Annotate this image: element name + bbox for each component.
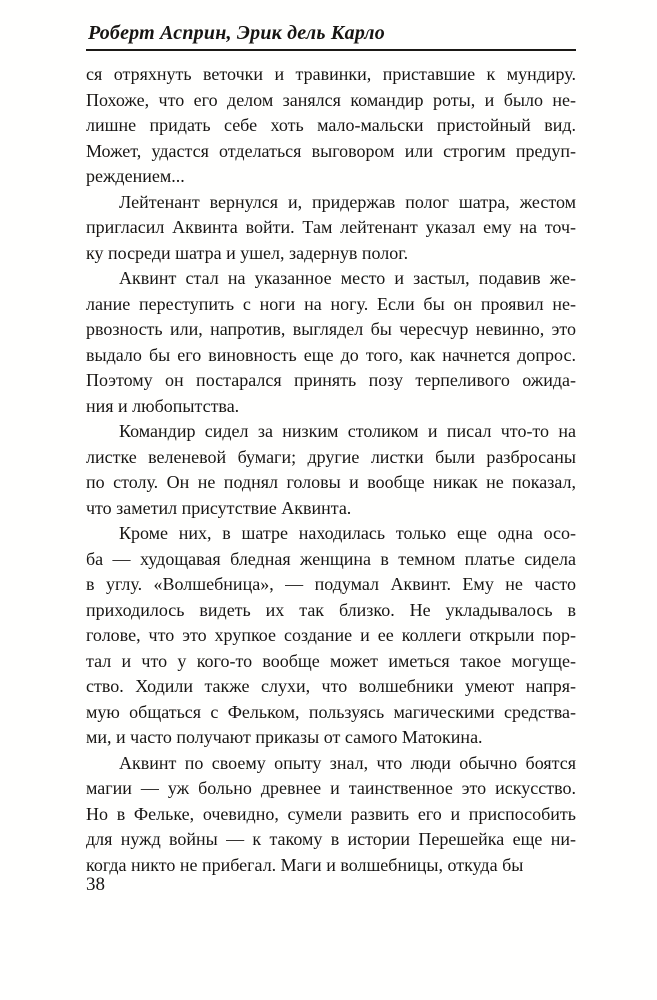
text-line: когда никто не прибегал. Маги и волшебницы, откуда бы	[86, 854, 524, 875]
text-line: по столу. Он не поднял головы и вообще никак не показал,	[86, 472, 576, 492]
text-line: Лейтенант вернулся и, придержав полог шатра, жестом	[119, 191, 576, 212]
running-header-authors: Роберт Асприн, Эрик дель Карло	[88, 22, 385, 44]
text-line: Аквинт стал на указанное место и застыл, подавив же-	[119, 268, 576, 288]
text-block	[86, 21, 576, 878]
paragraph	[86, 266, 576, 419]
body-text	[86, 62, 576, 878]
text-line: Аквинт по своему опыту знал, что люди обычно боятся	[119, 752, 576, 773]
text-line: Похоже, что его делом занялся командир роты, и было не-	[86, 89, 576, 110]
text-line: голове, что это хрупкое создание и ее коллеги открыли пор-	[86, 625, 576, 645]
text-line: приходилось видеть их так близко. Не укладывалось в	[86, 599, 576, 620]
text-line: ба — худощавая бледная женщина в темном платье сидела	[86, 548, 576, 569]
text-line: Но в Фельке, очевидно, сумели развить его и приспособить	[86, 803, 576, 824]
text-line: Поэтому он постарался принять позу терпеливого ожида-	[86, 370, 576, 390]
text-line: ся отряхнуть веточки и травинки, приставшие к мундиру.	[86, 64, 576, 84]
paragraph	[86, 419, 576, 521]
text-line: ку посреди шатра и ушел, задернув полог.	[86, 242, 409, 263]
page-number: 38	[86, 874, 105, 895]
text-line: в углу. «Волшебница», — подумал Аквинт. Ему не часто	[86, 574, 576, 594]
text-line: Командир сидел за низким столиком и писал что-то на	[119, 421, 576, 441]
paragraph	[86, 190, 576, 267]
text-line: Кроме них, в шатре находилась только еще одна осо-	[119, 523, 576, 543]
header-rule	[86, 49, 576, 51]
text-line: рвозность или, напротив, выглядел бы чересчур невинно, это	[86, 319, 576, 339]
text-line: мую общаться с Фельком, пользуясь магическими средства-	[86, 701, 576, 722]
text-line: тал и что у кого-то вообще может иметься такое могуще-	[86, 650, 576, 671]
running-header	[86, 21, 576, 51]
text-line: выдало бы его виновность еще до того, как начнется допрос.	[86, 344, 576, 365]
text-line: лание переступить с ноги на ногу. Если бы он проявил не-	[86, 293, 576, 314]
paragraph	[86, 521, 576, 751]
text-line: пригласил Аквинта войти. Там лейтенант указал ему на точ-	[86, 217, 576, 237]
text-line: ния и любопытства.	[86, 395, 240, 416]
text-line: реждением...	[86, 166, 185, 186]
paragraph	[86, 751, 576, 879]
paragraph	[86, 62, 576, 190]
text-line: магии — уж больно древнее и таинственное это искусство.	[86, 778, 576, 798]
text-line: ми, и часто получают приказы от самого Матокина.	[86, 727, 483, 747]
text-line: Может, удастся отделаться выговором или строгим предуп-	[86, 140, 576, 161]
text-line: листке веленевой бумаги; другие листки были разбросаны	[86, 446, 576, 467]
text-line: ство. Ходили также слухи, что волшебники умеют напря-	[86, 676, 576, 696]
text-line: для нужд войны — к такому в истории Перешейка еще ни-	[86, 829, 576, 849]
text-line: лишне придать себе хоть мало-мальски пристойный вид.	[86, 115, 576, 135]
text-line: что заметил присутствие Аквинта.	[86, 497, 352, 518]
